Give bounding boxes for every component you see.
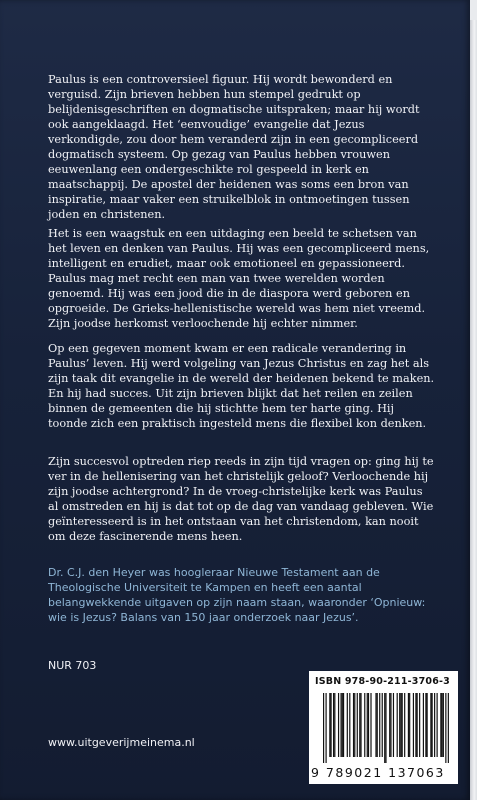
barcode-bar bbox=[385, 693, 386, 763]
barcode-bar bbox=[330, 693, 331, 757]
barcode-bar bbox=[360, 693, 361, 757]
nur-code: NUR 703 bbox=[48, 659, 97, 672]
barcode-bar bbox=[400, 693, 401, 757]
author-bio: Dr. C.J. den Heyer was hoogleraar Nieuwe Testament aan de Theologische Universiteit te Kampen en heeft een aantal belangwekkende uitgaven op zijn naam staan, waaronder ‘Opnieuw: wie is Jezus? Balans van 150 jaar onderzoek naar Jezus’. bbox=[48, 566, 426, 624]
barcode-bar bbox=[329, 693, 330, 757]
barcode-bar bbox=[417, 693, 418, 757]
barcode-bar bbox=[389, 693, 390, 757]
isbn-label: ISBN 978-90-211-3706-3 bbox=[315, 676, 450, 687]
barcode-bar bbox=[415, 693, 416, 757]
barcode-bar bbox=[404, 693, 405, 757]
barcode-bar bbox=[425, 693, 426, 757]
barcode-bar bbox=[390, 693, 391, 757]
barcode-bar bbox=[377, 693, 378, 757]
barcode-bar bbox=[382, 693, 383, 757]
barcode-bar bbox=[340, 693, 341, 757]
barcode-bar bbox=[349, 693, 350, 757]
barcode-bar bbox=[423, 693, 424, 757]
ean-number: 9 789021 137063 bbox=[311, 765, 445, 780]
barcode-bar bbox=[354, 693, 355, 757]
blurb-paragraph-1: Paulus is een controversieel figuur. Hij wordt bewonderd en verguisd. Zijn brieven hebben hun stempel gedrukt op belijdenisgeschriften en dogmatische uitspraken; maar hij wordt ook aangeklaagd. Het ‘eenvoudige’ evangelie dat Jezus verkondigde, zou door hem veranderd zijn in een gecompliceerd dogmatisch systeem. Op gezag van Paulus hebben vrouwen eeuwenlang een ondergeschikte rol gespeeld in kerk en maatschappij. De apostel der heidenen was soms een bron van inspiratie, maar vaker een struikelblok in ontmoetingen tussen joden en christenen. bbox=[48, 73, 420, 221]
barcode-bars bbox=[323, 693, 449, 763]
blurb-paragraph-3: Op een gegeven moment kwam er een radicale verandering in Paulus’ leven. Hij werd volgeling van Jezus Christus en zag het als zijn taak dit evangelie in de wereld der heidenen bekend te maken. En hij had succes. Uit zijn brieven blijkt dat het reilen en zeilen binnen de gemeenten die hij stichtte hem ter harte ging. Hij toonde zich een praktisch ingesteld mens die flexibel kon denken. bbox=[48, 342, 435, 430]
barcode-bar bbox=[427, 693, 428, 757]
barcode-bar bbox=[402, 693, 403, 757]
barcode-bar bbox=[353, 693, 354, 757]
barcode-bar bbox=[437, 693, 438, 757]
barcode-bar bbox=[359, 693, 360, 757]
barcode-bar bbox=[333, 693, 334, 757]
barcode-bar bbox=[379, 693, 380, 757]
barcode-bar bbox=[409, 693, 410, 757]
barcode-bar bbox=[323, 693, 324, 763]
barcode-bar bbox=[430, 693, 431, 757]
page-edge bbox=[470, 20, 477, 800]
barcode-panel bbox=[309, 671, 458, 784]
barcode-bar bbox=[370, 693, 371, 757]
barcode-bar bbox=[442, 693, 443, 757]
barcode-bar bbox=[443, 693, 444, 757]
barcode-bar bbox=[445, 693, 446, 763]
barcode-bar bbox=[432, 693, 433, 757]
barcode-bar bbox=[413, 693, 414, 757]
barcode-bar bbox=[440, 693, 441, 757]
barcode-bar bbox=[364, 693, 365, 757]
barcode-bar bbox=[343, 693, 344, 757]
barcode-bar bbox=[338, 693, 339, 757]
publisher-website: www.uitgeverijmeinema.nl bbox=[48, 736, 195, 749]
barcode-bar bbox=[434, 693, 435, 757]
blurb-paragraph-2: Het is een waagstuk en een uitdaging een beeld te schetsen van het leven en denken van Paulus. Hij was een gecompliceerd mens, intelligent en erudiet, maar ook emotioneel en gepassioneerd. Paulus mag met recht een man van twee werelden worden genoemd. Hij was een jood die in de diaspora werd geboren en opgroeide. De Grieks-hellenistische wereld was hem niet vreemd. Zijn joodse herkomst verloochende hij echter nimmer. bbox=[48, 227, 430, 330]
barcode-bar bbox=[399, 693, 400, 757]
barcode-bar bbox=[342, 693, 343, 757]
barcode-bar bbox=[397, 693, 398, 757]
barcode-bar bbox=[408, 693, 409, 757]
barcode-bar bbox=[367, 693, 368, 757]
barcode-bar bbox=[419, 693, 420, 757]
barcode-bar bbox=[357, 693, 358, 757]
barcode-bar bbox=[347, 693, 348, 757]
barcode-bar bbox=[334, 693, 335, 757]
barcode-bar bbox=[393, 693, 394, 757]
barcode-bar bbox=[326, 693, 327, 763]
barcode-bar bbox=[368, 693, 369, 757]
barcode-bar bbox=[384, 693, 385, 763]
barcode-bar bbox=[448, 693, 449, 763]
blurb-paragraph-4: Zijn succesvol optreden riep reeds in zijn tijd vragen op: ging hij te ver in de hellenisering van het christelijk geloof? Verloochende hij zijn joodse achtergrond? In de vroeg-christelijke kerk was Paulus al omstreden en hij is dat tot op de dag van vandaag gebleven. Wie geïnteresseerd is in het ontstaan van het christendom, kan nooit om deze fascinerende mens heen. bbox=[48, 455, 434, 543]
barcode-bar bbox=[375, 693, 376, 757]
